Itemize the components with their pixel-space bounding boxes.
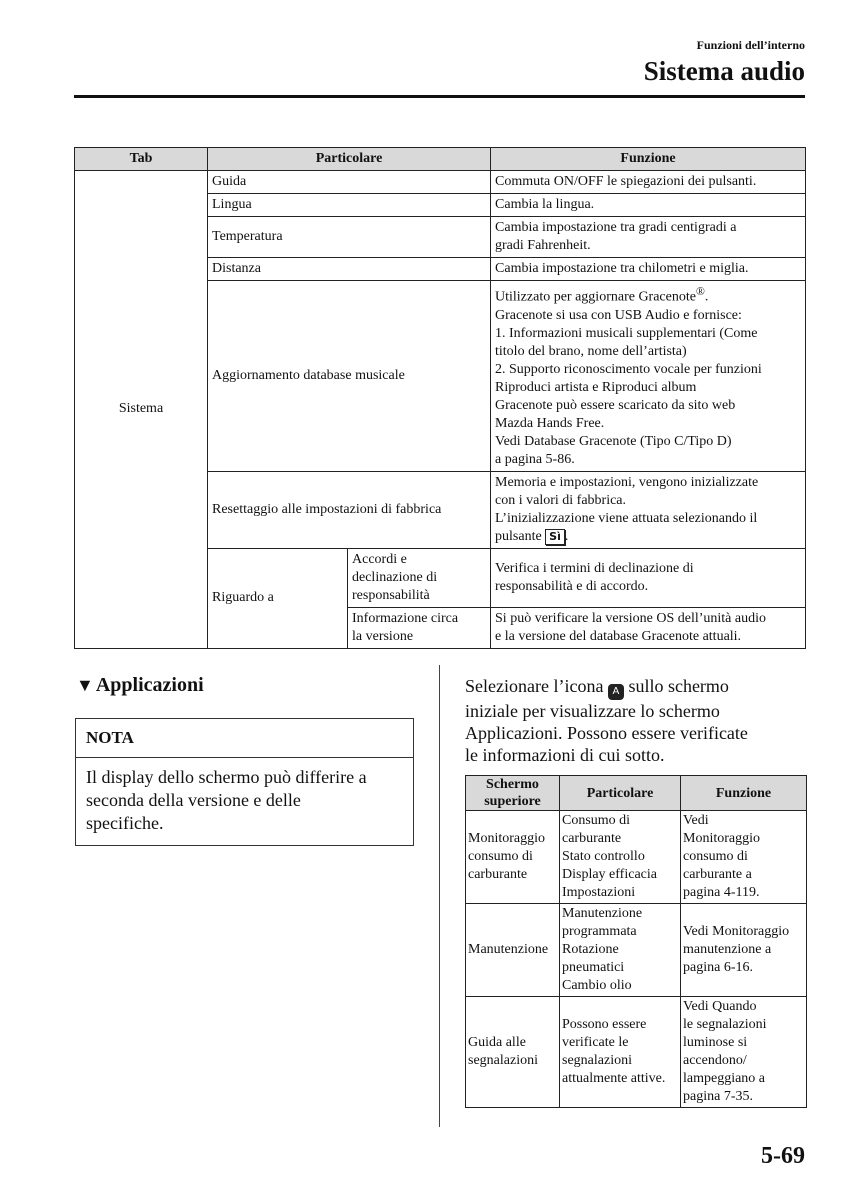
- text-line: titolo del brano, nome dell’artista): [495, 343, 687, 359]
- text-line: Accordi e: [352, 551, 407, 567]
- text-line: Si può verificare la versione OS dell’unità audio: [495, 610, 766, 626]
- header-schermo-superiore: [466, 776, 560, 811]
- function-cell: [491, 471, 806, 548]
- text-line: responsabilità e di accordo.: [495, 578, 649, 594]
- header-rule: [74, 95, 805, 98]
- text-span: .: [704, 289, 709, 305]
- text-line: Gracenote può essere scaricato da sito web: [495, 397, 736, 413]
- text-line: 1. Informazioni musicali supplementari (Come: [495, 325, 758, 341]
- text-line: Monitoraggio: [683, 831, 760, 846]
- text-line: [495, 528, 801, 546]
- text-line: seconda della versione e delle: [86, 790, 301, 810]
- text-line: Consumo di: [562, 813, 631, 828]
- subitem-cell: [348, 548, 491, 607]
- tab-cell-sistema: Sistema: [75, 171, 208, 649]
- function-cell: Cambia la lingua.: [491, 194, 806, 217]
- function-cell: [491, 217, 806, 258]
- text-line: Applicazioni. Possono essere verificate: [465, 723, 748, 743]
- text-line: con i valori di fabbrica.: [495, 492, 627, 508]
- text-line: consumo di: [683, 849, 748, 864]
- subitem-cell: [348, 607, 491, 648]
- function-cell: Commuta ON/OFF le spiegazioni dei pulsanti.: [491, 171, 806, 194]
- item-cell: Riguardo a: [208, 548, 348, 648]
- item-cell: Aggiornamento database musicale: [208, 281, 491, 472]
- text-line: Stato controllo: [562, 849, 645, 864]
- applicazioni-table: [465, 775, 807, 1108]
- screen-cell: [466, 904, 560, 997]
- item-cell: Temperatura: [208, 217, 491, 258]
- item-cell: [560, 997, 681, 1108]
- header-particolare: Particolare: [560, 776, 681, 811]
- item-cell: Guida: [208, 171, 491, 194]
- table-row: [466, 904, 807, 997]
- text-line: consumo di: [468, 849, 533, 864]
- column-divider: [439, 665, 440, 1127]
- header-funzione: Funzione: [491, 148, 806, 171]
- text-line: pagina 7-35.: [683, 1089, 753, 1104]
- function-cell: [681, 904, 807, 997]
- text-line: Cambia impostazione tra gradi centigradi a: [495, 220, 737, 235]
- page-number: 5-69: [761, 1143, 805, 1169]
- text-line: pagina 4-119.: [683, 885, 760, 900]
- text-line: Gracenote si usa con USB Audio e fornisce:: [495, 307, 742, 323]
- section-heading-applicazioni: [76, 674, 204, 697]
- triangle-down-icon: ▼: [76, 675, 94, 695]
- table-header-row: [75, 148, 806, 171]
- text-line: Cambio olio: [562, 978, 632, 993]
- page-title: Sistema audio: [643, 56, 805, 86]
- text-line: L’inizializzazione viene attuata selezionando il: [495, 510, 758, 526]
- text-line: Guida alle: [468, 1035, 526, 1050]
- text-line: programmata: [562, 924, 637, 939]
- text-line: Mazda Hands Free.: [495, 415, 605, 431]
- text-line: Manutenzione: [468, 942, 549, 957]
- text-line: declinazione di: [352, 569, 438, 585]
- text-line: segnalazioni: [468, 1053, 538, 1068]
- text-line: manutenzione a: [683, 942, 772, 957]
- text-span: Selezionare l’icona: [465, 676, 604, 696]
- text-line: carburante a: [683, 867, 752, 882]
- function-cell: [491, 607, 806, 648]
- text-line: Impostazioni: [562, 885, 636, 900]
- function-cell: [681, 997, 807, 1108]
- table-row: [75, 171, 806, 194]
- text-line: Riproduci artista e Riproduci album: [495, 379, 697, 395]
- text-line: verificate le: [562, 1035, 629, 1050]
- nota-title: NOTA: [76, 719, 413, 758]
- registered-mark: ®: [695, 285, 705, 298]
- item-cell: Lingua: [208, 194, 491, 217]
- text-line: pagina 6-16.: [683, 960, 753, 975]
- text-line: Vedi: [683, 813, 709, 828]
- text-line: le segnalazioni: [683, 1017, 767, 1032]
- applications-icon: A: [608, 684, 624, 700]
- text-span: Utilizzato per aggiornare Gracenote: [495, 289, 696, 305]
- text-line: e la versione del database Gracenote attuali.: [495, 628, 742, 644]
- function-cell: [491, 548, 806, 607]
- text-line: 2. Supporto riconoscimento vocale per funzioni: [495, 361, 762, 377]
- text-line: Informazione circa: [352, 610, 459, 626]
- nota-box: [75, 718, 414, 846]
- text-line: Possono essere: [562, 1017, 647, 1032]
- sistema-settings-table: [74, 147, 806, 649]
- section-heading-text: Applicazioni: [95, 674, 204, 696]
- text-line: iniziale per visualizzare lo schermo: [465, 701, 720, 721]
- text-line: la versione: [352, 628, 414, 644]
- text-line: Verifica i termini di declinazione di: [495, 560, 694, 576]
- header-particolare: Particolare: [208, 148, 491, 171]
- text-line: [465, 675, 810, 700]
- function-cell: [491, 281, 806, 472]
- text-line: Il display dello schermo può differire a: [86, 767, 367, 787]
- item-cell: [560, 904, 681, 997]
- text-line: carburante: [562, 831, 622, 846]
- text-line: gradi Fahrenheit.: [495, 238, 591, 253]
- text-span: pulsante: [495, 528, 542, 544]
- running-header-section: Funzioni dell’interno: [696, 38, 805, 52]
- item-cell: Distanza: [208, 258, 491, 281]
- text-line: le informazioni di cui sotto.: [465, 745, 665, 765]
- text-line: Vedi Database Gracenote (Tipo C/Tipo D): [495, 433, 732, 449]
- function-cell: [681, 811, 807, 904]
- text-line: Monitoraggio: [468, 831, 545, 846]
- table-row: [466, 811, 807, 904]
- function-cell: Cambia impostazione tra chilometri e miglia.: [491, 258, 806, 281]
- text-line: Vedi Monitoraggio: [683, 924, 790, 939]
- text-line: responsabilità: [352, 587, 430, 603]
- item-cell: [560, 811, 681, 904]
- text-line: lampeggiano a: [683, 1071, 766, 1086]
- text-line: Memoria e impostazioni, vengono inizializzate: [495, 474, 759, 490]
- nota-body: [76, 758, 413, 845]
- text-line: Rotazione: [562, 942, 619, 957]
- text-line: a pagina 5-86.: [495, 451, 575, 467]
- text-span: sullo schermo: [628, 676, 729, 696]
- text-line: attualmente attive.: [562, 1071, 666, 1086]
- table-header-row: [466, 776, 807, 811]
- header-tab: Tab: [75, 148, 208, 171]
- text-line: luminose si: [683, 1035, 748, 1050]
- header-funzione: Funzione: [681, 776, 807, 811]
- text-span: .: [564, 528, 569, 544]
- text-line: Schermo: [486, 777, 539, 792]
- text-line: segnalazioni: [562, 1053, 632, 1068]
- screen-cell: [466, 811, 560, 904]
- text-line: superiore: [484, 794, 541, 809]
- text-line: Display efficacia: [562, 867, 657, 882]
- table-row: [466, 997, 807, 1108]
- text-line: carburante: [468, 867, 528, 882]
- text-line: [495, 283, 801, 307]
- text-line: Vedi Quando: [683, 999, 757, 1014]
- text-line: pneumatici: [562, 960, 625, 975]
- item-cell: Resettaggio alle impostazioni di fabbrica: [208, 471, 491, 548]
- applicazioni-intro: [465, 675, 810, 766]
- text-line: specifiche.: [86, 813, 164, 833]
- screen-cell: [466, 997, 560, 1108]
- text-line: accendono/: [683, 1053, 747, 1068]
- text-line: Manutenzione: [562, 906, 643, 921]
- si-button-glyph: Sì: [545, 529, 565, 545]
